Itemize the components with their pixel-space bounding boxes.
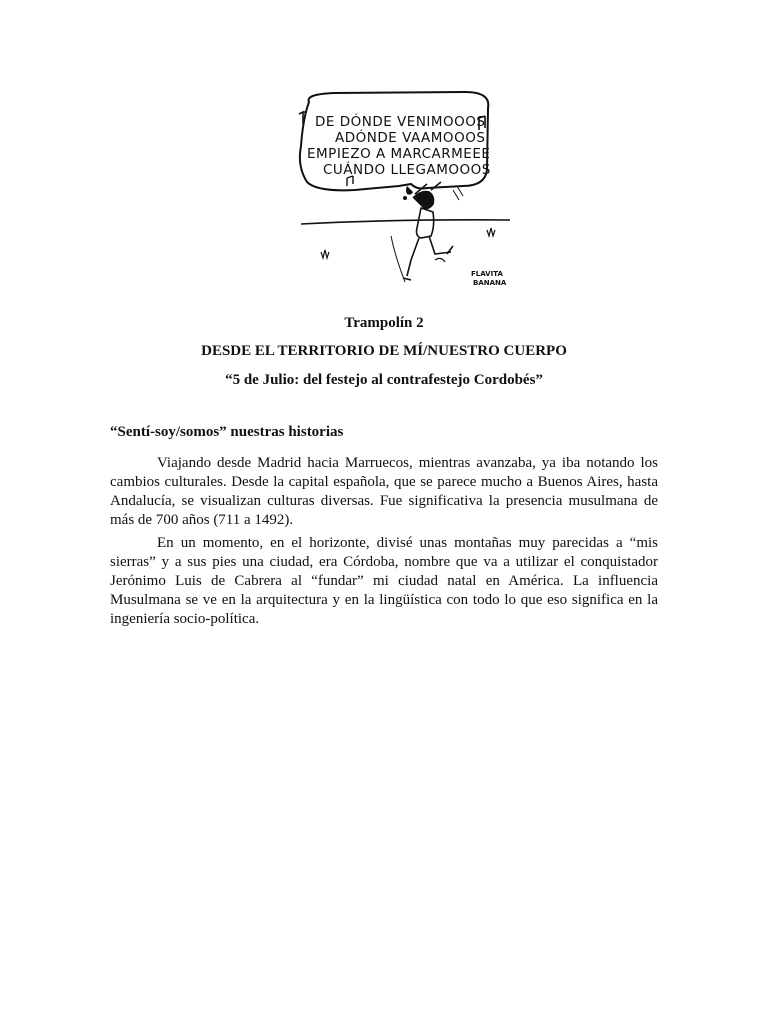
speech-line-1: DE DÓNDE VENIMOOOS: [315, 114, 486, 130]
section-heading: “Sentí-soy/somos” nuestras historias: [110, 424, 344, 440]
signature-line-1: FLAVITA: [471, 270, 503, 278]
woman-figure-icon: [391, 182, 463, 282]
grass-icon: [487, 228, 495, 236]
document-subtitle: DESDE EL TERRITORIO DE MÍ/NUESTRO CUERPO: [201, 343, 567, 359]
signature-line-2: BANANA: [473, 279, 507, 287]
cartoon-illustration: [295, 86, 517, 292]
speech-line-4: CUÁNDO LLEGAMOOOS: [323, 162, 491, 178]
document-quote-title: “5 de Julio: del festejo al contrafestejo Cordobés”: [225, 372, 543, 388]
grass-icon: [321, 250, 329, 258]
speech-line-2: ADÓNDE VAAMOOOS: [335, 130, 486, 146]
paragraph-1: Viajando desde Madrid hacia Marruecos, mientras avanzaba, ya iba notando los cambios culturales. Desde la capital española, que se parece mucho a Buenos Aires, hasta Andalucía, se visualizan culturas diversas. Fue significativa la presencia musulmana de más de 700 años (711 a 1492).: [110, 455, 658, 528]
paragraph-2: En un momento, en el horizonte, divisé unas montañas muy parecidas a “mis sierras” y a sus pies una ciudad, era Córdoba, nombre que va a utilizar el conquistador Jerónimo Luis de Cabrera al “fundar” mi ciudad natal en América. La influencia Musulmana se ve en la arquitectura y en la lingüística con todo lo que eso significa en la ingeniería socio-política.: [110, 535, 658, 627]
grass-icon: [435, 258, 445, 262]
horizon-line: [301, 220, 510, 224]
document-title: Trampolín 2: [344, 315, 424, 331]
speech-line-3: EMPIEZO A MARCARMEEE: [307, 146, 491, 162]
